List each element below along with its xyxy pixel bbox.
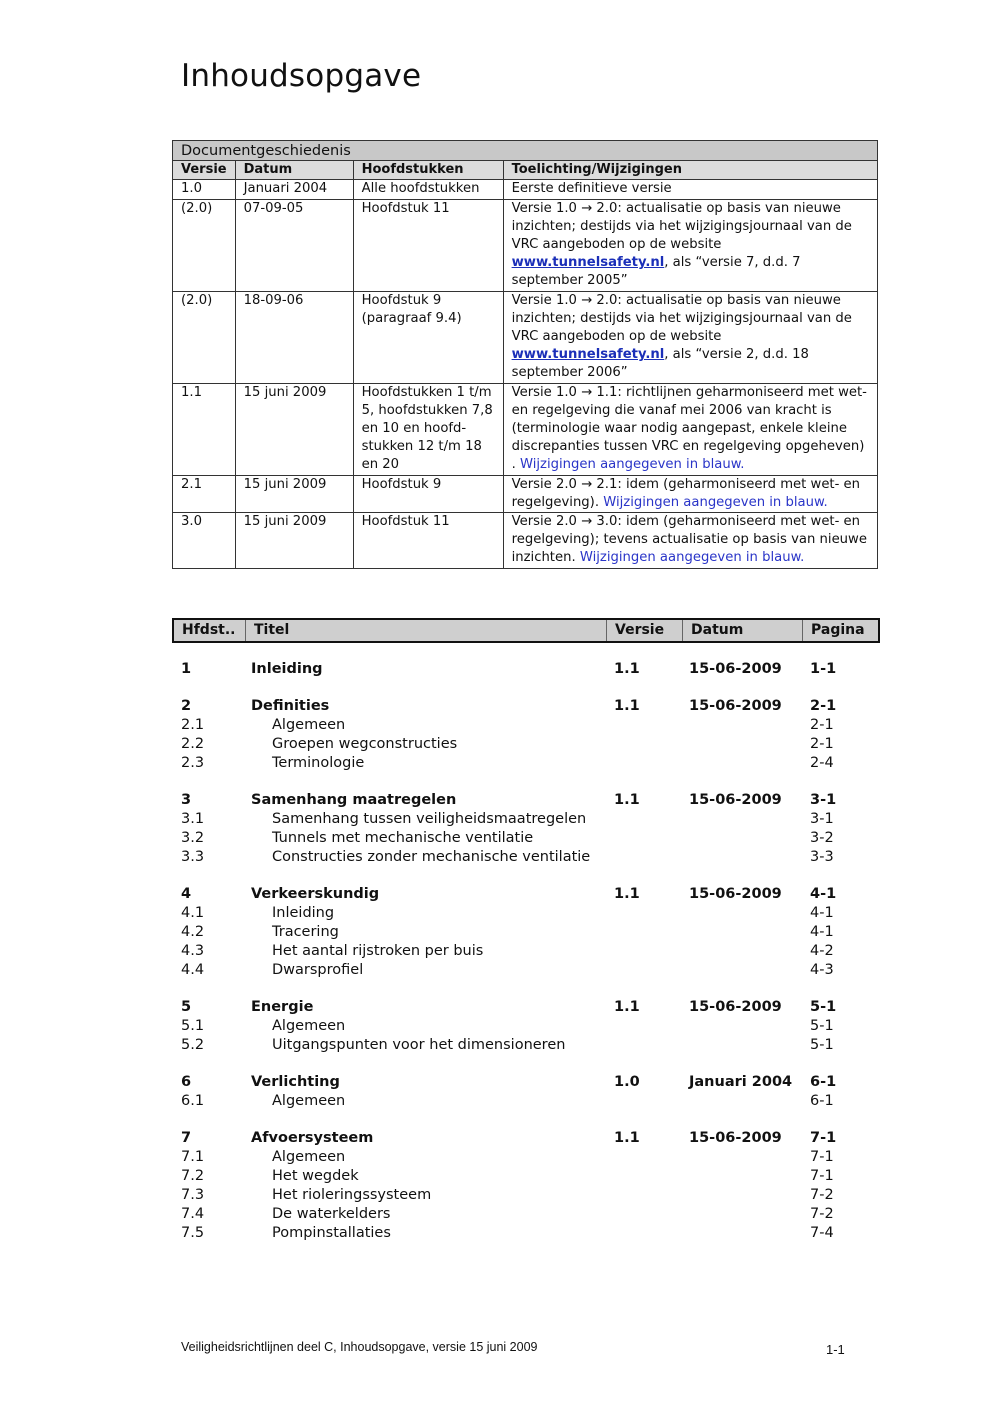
history-hoofdstukken: Hoofdstuk 11 — [353, 513, 503, 569]
chapter-title: Verlichting — [251, 1074, 340, 1090]
tunnelsafety-link[interactable]: www.tunnelsafety.nl — [511, 255, 665, 271]
section-title: Pompinstallaties — [272, 1225, 391, 1241]
section-page: 2-1 — [810, 717, 834, 733]
chapter-number: 1 — [181, 661, 192, 677]
header-toelichting: Toelichting/Wijzigingen — [503, 161, 877, 180]
chapter-number: 5 — [181, 999, 192, 1015]
document-history-table — [172, 140, 878, 569]
section-number: 2.3 — [181, 755, 205, 771]
section-title: Algemeen — [272, 1149, 346, 1165]
chapter-title: Afvoersysteem — [251, 1130, 374, 1146]
chapter-number: 6 — [181, 1074, 192, 1090]
section-title: Het rioleringssysteem — [272, 1187, 432, 1203]
history-row — [173, 199, 878, 291]
section-page: 4-2 — [810, 943, 834, 959]
section-title: Uitgangspunten voor het dimensioneren — [272, 1037, 566, 1053]
toc-section-row[interactable] — [181, 1224, 881, 1243]
blue-changes-note: Wijzigingen aangegeven in blauw. — [579, 550, 805, 566]
toc-chapter-row[interactable] — [181, 1073, 881, 1092]
history-description: Versie 2.0 → 2.1: idem (geharmoniseerd met wet- en regelgeving). — [511, 476, 861, 510]
section-page: 3-3 — [810, 849, 834, 865]
history-hoofdstukken: Hoofdstuk 9 — [353, 475, 503, 512]
toc-section-row[interactable] — [181, 942, 881, 961]
section-number: 2.1 — [181, 717, 205, 733]
toc-chapter-row[interactable] — [181, 885, 881, 904]
section-title: Het wegdek — [272, 1168, 359, 1184]
section-title: Tracering — [272, 924, 339, 940]
toc-section-row[interactable] — [181, 1186, 881, 1205]
section-page: 7-1 — [810, 1149, 834, 1165]
history-datum: 15 juni 2009 — [235, 513, 353, 569]
toc-header-pagina: Pagina — [811, 622, 865, 638]
section-page: 5-1 — [810, 1018, 834, 1034]
chapter-page: 7-1 — [810, 1130, 837, 1146]
toc-header-datum: Datum — [683, 620, 803, 641]
history-description: Versie 1.0 → 1.1: richtlijnen geharmoniseerd met wet- en regelgeving die vanaf mei 2006 van kracht is (terminologie waar nodig aangepast, enkele kleine discrepanties tussen VRC en regelgeving opgeheven) . — [511, 384, 867, 473]
chapter-page: 2-1 — [810, 698, 837, 714]
history-description-tail: , als “versie 2, d.d. 18 september 2006” — [511, 347, 809, 381]
toc-section-row[interactable] — [181, 848, 881, 867]
chapter-date: 15-06-2009 — [689, 999, 782, 1015]
history-hoofdstukken: Hoofdstukken 1 t/m 5, hoofdstukken 7,8 en 10 en hoofd-stukken 12 t/m 18 en 20 — [353, 383, 503, 475]
history-description: Eerste definitieve versie — [511, 181, 672, 197]
section-number: 2.2 — [181, 736, 205, 752]
chapter-date: 15-06-2009 — [689, 661, 782, 677]
history-row — [173, 513, 878, 569]
toc-section-row[interactable] — [181, 904, 881, 923]
chapter-title: Inleiding — [251, 661, 323, 677]
toc-section-row[interactable] — [181, 735, 881, 754]
history-hoofdstukken: Hoofdstuk 11 — [353, 199, 503, 291]
chapter-number: 4 — [181, 886, 192, 902]
section-number: 5.2 — [181, 1037, 205, 1053]
section-title: Dwarsprofiel — [272, 962, 364, 978]
section-title: De waterkelders — [272, 1206, 391, 1222]
history-toelichting — [503, 383, 877, 475]
section-title: Constructies zonder mechanische ventilatie — [272, 849, 591, 865]
section-page: 3-2 — [810, 830, 834, 846]
history-caption: Documentgeschiedenis — [173, 141, 878, 161]
chapter-title: Energie — [251, 999, 314, 1015]
footer-text: Veiligheidsrichtlijnen deel C, Inhoudsopgave, versie 15 juni 2009 — [181, 1340, 538, 1354]
table-of-contents — [181, 660, 881, 1243]
toc-section-row[interactable] — [181, 754, 881, 773]
chapter-title: Verkeerskundig — [251, 886, 380, 902]
toc-chapter-row[interactable] — [181, 791, 881, 810]
section-number: 3.1 — [181, 811, 205, 827]
section-number: 4.4 — [181, 962, 205, 978]
toc-chapter-row[interactable] — [181, 697, 881, 716]
section-number: 3.3 — [181, 849, 205, 865]
chapter-version: 1.1 — [614, 698, 640, 714]
history-versie: (2.0) — [173, 199, 236, 291]
toc-section-row[interactable] — [181, 1167, 881, 1186]
history-toelichting — [503, 291, 877, 383]
toc-chapter-row[interactable] — [181, 660, 881, 679]
history-versie: 2.1 — [173, 475, 236, 512]
toc-section-row[interactable] — [181, 961, 881, 980]
toc-section-row[interactable] — [181, 716, 881, 735]
section-title: Samenhang tussen veiligheidsmaatregelen — [272, 811, 587, 827]
chapter-date: 15-06-2009 — [689, 1130, 782, 1146]
chapter-page: 3-1 — [810, 792, 837, 808]
history-datum: 15 juni 2009 — [235, 475, 353, 512]
section-title: Het aantal rijstroken per buis — [272, 943, 484, 959]
section-page: 5-1 — [810, 1037, 834, 1053]
chapter-date: 15-06-2009 — [689, 698, 782, 714]
section-page: 7-4 — [810, 1225, 834, 1241]
section-number: 7.1 — [181, 1149, 205, 1165]
toc-section-row[interactable] — [181, 1148, 881, 1167]
chapter-version: 1.1 — [614, 999, 640, 1015]
history-datum: 18-09-06 — [235, 291, 353, 383]
section-number: 4.1 — [181, 905, 205, 921]
history-datum: 07-09-05 — [235, 199, 353, 291]
history-description: Versie 1.0 → 2.0: actualisatie op basis van nieuwe inzichten; destijds via het wijzigingsjournaal van de VRC aangeboden op de website — [511, 292, 852, 345]
history-toelichting — [503, 513, 877, 569]
section-title: Algemeen — [272, 1018, 346, 1034]
chapter-number: 7 — [181, 1130, 192, 1146]
history-hoofdstukken: Alle hoofdstukken — [353, 180, 503, 199]
section-title: Algemeen — [272, 1093, 346, 1109]
history-row — [173, 383, 878, 475]
footer-page-number: 1-1 — [826, 1342, 845, 1357]
history-row — [173, 475, 878, 512]
chapter-date: 15-06-2009 — [689, 886, 782, 902]
history-description: Versie 2.0 → 3.0: idem (geharmoniseerd met wet- en regelgeving); tevens actualisatie op basis van nieuwe inzichten. — [511, 514, 867, 566]
section-title: Tunnels met mechanische ventilatie — [272, 830, 534, 846]
section-number: 7.4 — [181, 1206, 205, 1222]
history-row — [173, 180, 878, 199]
section-number: 4.3 — [181, 943, 205, 959]
tunnelsafety-link[interactable]: www.tunnelsafety.nl — [511, 347, 665, 363]
toc-section-row[interactable] — [181, 1092, 881, 1111]
history-description: Versie 1.0 → 2.0: actualisatie op basis van nieuwe inzichten; destijds via het wijzigingsjournaal van de VRC aangeboden op de website — [511, 200, 852, 253]
section-page: 7-1 — [810, 1168, 834, 1184]
history-versie: 3.0 — [173, 513, 236, 569]
blue-changes-note: Wijzigingen aangegeven in blauw. — [603, 494, 828, 510]
section-page: 4-3 — [810, 962, 834, 978]
chapter-version: 1.1 — [614, 792, 640, 808]
chapter-date: 15-06-2009 — [689, 792, 782, 808]
toc-section-row[interactable] — [181, 1017, 881, 1036]
section-page: 3-1 — [810, 811, 834, 827]
chapter-version: 1.1 — [614, 1130, 640, 1146]
history-toelichting — [503, 180, 877, 199]
history-toelichting — [503, 475, 877, 512]
chapter-version: 1.1 — [614, 661, 640, 677]
toc-chapter-row[interactable] — [181, 1129, 881, 1148]
chapter-page: 4-1 — [810, 886, 837, 902]
section-title: Inleiding — [272, 905, 335, 921]
section-number: 5.1 — [181, 1018, 205, 1034]
history-description-tail: , als “versie 7, d.d. 7 september 2005” — [511, 255, 801, 289]
section-number: 3.2 — [181, 830, 205, 846]
section-title: Algemeen — [272, 717, 346, 733]
chapter-version: 1.0 — [614, 1074, 640, 1090]
section-title: Terminologie — [272, 755, 365, 771]
toc-header-titel: Titel — [246, 620, 607, 641]
chapter-number: 3 — [181, 792, 192, 808]
section-page: 7-2 — [810, 1206, 834, 1222]
history-versie: 1.1 — [173, 383, 236, 475]
toc-section-row[interactable] — [181, 829, 881, 848]
section-number: 7.5 — [181, 1225, 205, 1241]
section-number: 7.2 — [181, 1168, 205, 1184]
history-datum: Januari 2004 — [235, 180, 353, 199]
chapter-page: 5-1 — [810, 999, 837, 1015]
section-page: 2-4 — [810, 755, 834, 771]
history-row — [173, 291, 878, 383]
toc-section-row[interactable] — [181, 1036, 881, 1055]
header-hoofdstukken: Hoofdstukken — [353, 161, 503, 180]
section-number: 4.2 — [181, 924, 205, 940]
section-page: 2-1 — [810, 736, 834, 752]
history-toelichting — [503, 199, 877, 291]
header-versie: Versie — [173, 161, 236, 180]
history-datum: 15 juni 2009 — [235, 383, 353, 475]
chapter-page: 6-1 — [810, 1074, 837, 1090]
section-number: 7.3 — [181, 1187, 205, 1203]
section-page: 4-1 — [810, 924, 834, 940]
header-datum: Datum — [235, 161, 353, 180]
section-title: Groepen wegconstructies — [272, 736, 458, 752]
toc-chapter-row[interactable] — [181, 998, 881, 1017]
toc-header-bar — [172, 618, 880, 643]
chapter-title: Definities — [251, 698, 330, 714]
chapter-number: 2 — [181, 698, 192, 714]
page-title: Inhoudsopgave — [181, 58, 422, 94]
section-page: 4-1 — [810, 905, 834, 921]
section-number: 6.1 — [181, 1093, 205, 1109]
blue-changes-note: Wijzigingen aangegeven in blauw. — [519, 457, 745, 473]
toc-header-versie: Versie — [607, 620, 683, 641]
toc-section-row[interactable] — [181, 1205, 881, 1224]
chapter-title: Samenhang maatregelen — [251, 792, 457, 808]
history-versie: (2.0) — [173, 291, 236, 383]
chapter-page: 1-1 — [810, 661, 837, 677]
history-hoofdstukken: Hoofdstuk 9 (paragraaf 9.4) — [353, 291, 503, 383]
history-versie: 1.0 — [173, 180, 236, 199]
section-page: 6-1 — [810, 1093, 834, 1109]
toc-section-row[interactable] — [181, 810, 881, 829]
section-page: 7-2 — [810, 1187, 834, 1203]
chapter-version: 1.1 — [614, 886, 640, 902]
toc-section-row[interactable] — [181, 923, 881, 942]
chapter-date: Januari 2004 — [689, 1074, 793, 1090]
toc-header-hfdst: Hfdst.. — [174, 620, 246, 641]
